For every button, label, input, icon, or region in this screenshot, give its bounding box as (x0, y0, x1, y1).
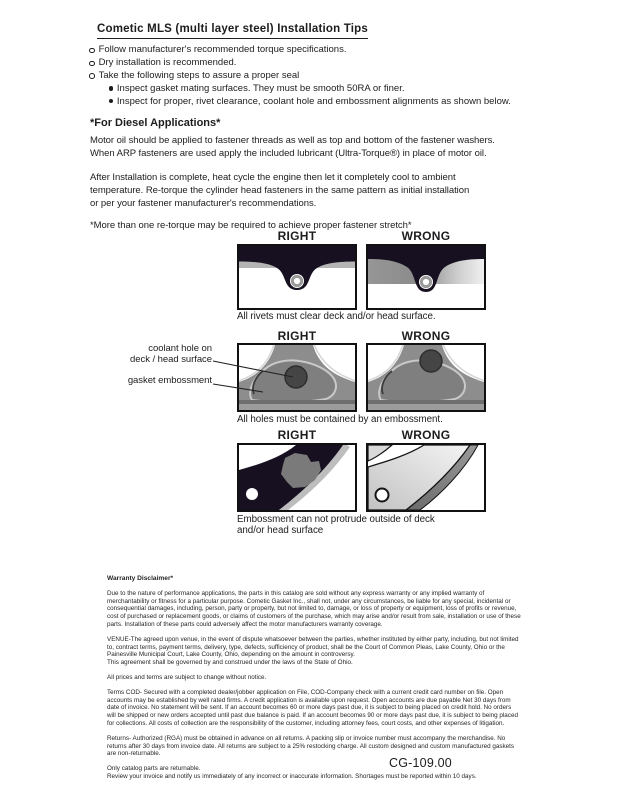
caption-line: and/or head surface (237, 524, 324, 536)
right-label: RIGHT (277, 428, 317, 442)
caption-line: Embossment can not protrude outside of deck (237, 514, 435, 525)
right-label: RIGHT (277, 229, 317, 243)
tip-item (89, 70, 529, 83)
rivet-wrong-diagram (366, 244, 486, 310)
circle-bullet-marker (89, 48, 95, 54)
retorque-note: *More than one re-torque may be required to achieve proper fastener stretch* (90, 220, 412, 231)
rivet-wrong-illustration (368, 246, 484, 308)
tip-text: Take the following steps to assure a proper seal (98, 69, 300, 81)
embossment-wrong-diagram (366, 343, 486, 412)
warranty-heading: Warranty Disclaimer* (107, 575, 174, 582)
governing-law-line: This agreement shall be governed by and construed under the laws of the State of Ohio. (107, 659, 353, 667)
tips-list (89, 44, 529, 109)
circle-bullet-marker (89, 61, 95, 67)
embossment-right-illustration (239, 345, 355, 410)
protrusion-wrong-illustration (368, 445, 484, 510)
paragraph-line: Motor oil should be applied to fastener threads as well as top and bottom of the fastener washers. (90, 135, 495, 146)
wrong-label: WRONG (401, 428, 451, 442)
label-line: deck / head surface (130, 353, 212, 365)
returnable-line: Only catalog parts are returnable. (107, 765, 201, 773)
embossment-right-diagram (237, 343, 357, 412)
prices-line: All prices and terms are subject to change without notice. (107, 673, 267, 681)
venue-paragraph: VENUE-The agreed upon venue, in the event of dispute whatsoever between the parties, whether instituted by either party, including, but not limited to, contract terms, payment terms, delivery, type, defects, sufficiency of product, shall be the Court of Common Pleas, Lake County, Ohio or the Painesville Municipal Court, Lake County, Ohio, depending on the amount in controversy. (107, 635, 519, 659)
diesel-paragraph-2 (90, 171, 530, 210)
embossment-caption: All holes must be contained by an embossment. (237, 414, 443, 425)
wrong-label: WRONG (401, 329, 451, 343)
terms-paragraph: Terms COD- Secured with a completed dealer/jobber application on File, COD-Company check with a current credit card number on file. Open accounts may be established by well rated firms. A credit application is available upon request. Open accounts are due payable Net 30 days from date of invoice. No statement will be sent. If an account becomes 60 or more days past due, it is subject to being placed on credit hold. No orders will be shipped or new orders accepted until past due balance is paid. If an account becomes 90 or more days past due, it is subject to being placed for collections. All costs of collection are the responsibility of the customer, including attorney fees, court costs, and other expenses of litigation. (107, 688, 518, 727)
right-label: RIGHT (277, 329, 317, 343)
page-title: Cometic MLS (multi layer steel) Installation Tips (97, 23, 368, 39)
protrusion-caption (237, 515, 435, 537)
label-line: coolant hole on (148, 343, 212, 354)
paragraph-line: or per your fastener manufacturer's recommendations. (90, 198, 317, 209)
tip-sub-item (109, 96, 529, 109)
invoice-line: Review your invoice and notify us immediately of any incorrect or inaccurate information. Shortages must be reported within 10 days. (107, 772, 477, 780)
tip-text: Follow manufacturer's recommended torque specifications. (98, 44, 347, 55)
paragraph-line: After Installation is complete, heat cycle the engine then let it completely cool to ambient (90, 172, 456, 183)
doc-number: CG-109.00 (389, 756, 452, 770)
tip-item (89, 57, 529, 70)
protrusion-wrong-diagram (366, 443, 486, 512)
rivet-right-diagram (237, 244, 357, 310)
tip-text: Dry installation is recommended. (98, 56, 237, 68)
embossment-wrong-illustration (368, 345, 484, 410)
tip-text: Inspect gasket mating surfaces. They must be smooth 50RA or finer. (116, 82, 405, 94)
paragraph-line: temperature. Re-torque the cylinder head fasteners in the same pattern as initial installation (90, 185, 470, 196)
protrusion-right-illustration (239, 445, 355, 510)
dot-bullet-marker (109, 86, 113, 90)
paragraph-line: When ARP fasteners are used apply the included lubricant (Ultra-Torque®) in place of motor oil. (90, 148, 487, 159)
circle-bullet-marker (89, 73, 95, 79)
tip-item (89, 44, 529, 57)
tip-sub-item (109, 83, 529, 96)
protrusion-right-diagram (237, 443, 357, 512)
diesel-heading: *For Diesel Applications* (90, 117, 221, 129)
rivet-caption: All rivets must clear deck and/or head surface. (237, 311, 436, 322)
warranty-paragraph: Due to the nature of performance applications, the parts in this catalog are sold without any express warranty or any implied warranty of merchantability or fitness for a particular purpose. Cometic Gasket Inc., shall not, under any circumstances, be liable for any special, incidental or consequential damages, including, person, party or property, but not limited to, damage, or loss of property or equipment, loss of profits or revenue, cost of purchased or replacement goods, or claims of customers of the purchase, which may arise and/or result from sale, installation or use of these parts. Installation of these parts could adversely affect the motor manufacturers warranty coverage. (107, 589, 521, 628)
wrong-label: WRONG (401, 229, 451, 243)
legal-section (107, 575, 521, 788)
returns-paragraph: Returns- Authorized (RGA) must be obtained in advance on all returns. A packing slip or invoice number must accompany the merchandise. No returns after 30 days from invoice date. All returns are subject to a 25% restocking charge. All custom designed and custom manufactured gaskets are non-returnable. (107, 734, 515, 758)
gasket-embossment-label: gasket embossment (127, 375, 212, 386)
rivet-right-illustration (239, 246, 355, 308)
diesel-paragraph-1 (90, 134, 530, 160)
coolant-hole-label (112, 344, 212, 365)
tip-text: Inspect for proper, rivet clearance, coolant hole and embossment alignments as shown below. (116, 95, 511, 107)
dot-bullet-marker (109, 99, 113, 103)
